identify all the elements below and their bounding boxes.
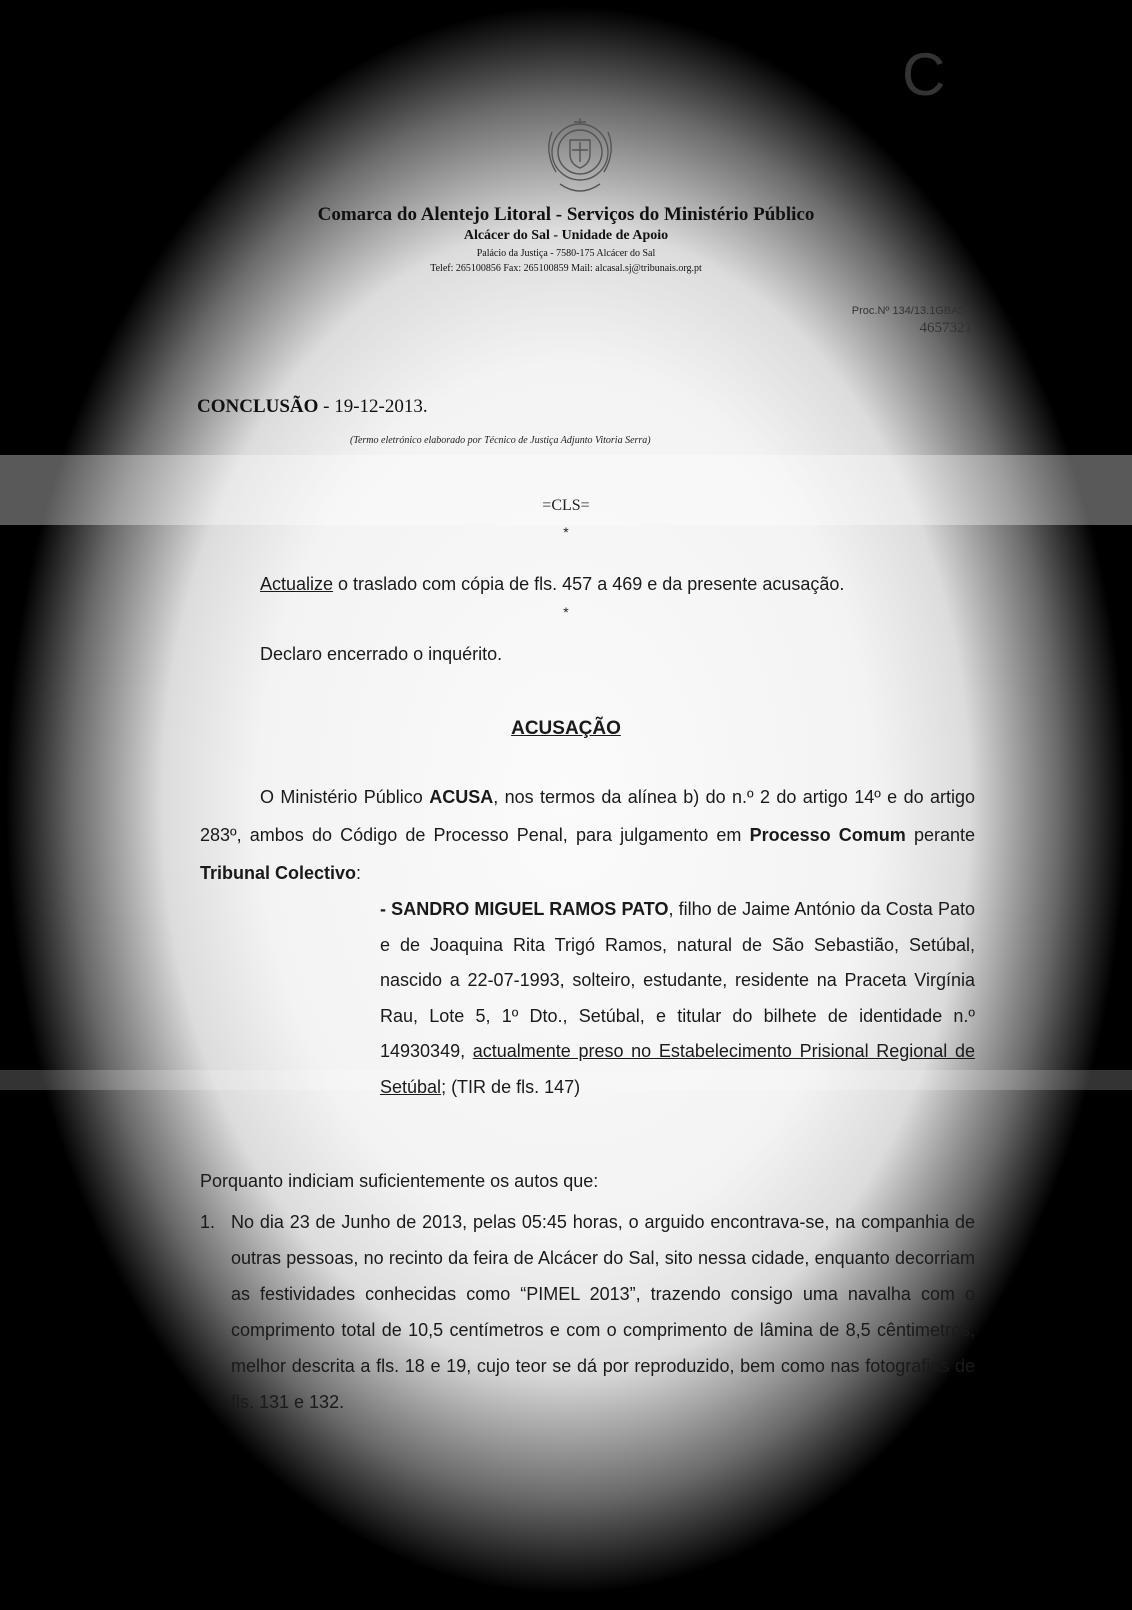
intro-acusa: ACUSA: [429, 787, 494, 807]
actualize-line: [260, 574, 844, 596]
separator-star-2: *: [563, 604, 569, 620]
list-item: [200, 1204, 975, 1420]
conclusao-line: [197, 396, 428, 418]
conclusao-label: CONCLUSÃO: [197, 396, 319, 417]
intro-text-3: perante: [905, 825, 975, 845]
actualize-rest: o traslado com cópia de fls. 457 a 469 e da presente acusação.: [333, 574, 845, 594]
header-contacts: Telef: 265100856 Fax: 265100859 Mail: alcasal.sj@tribunais.org.pt: [430, 263, 702, 274]
accused-name: - SANDRO MIGUEL RAMOS PATO: [380, 899, 669, 919]
accused-details: , filho de Jaime António da Costa Pato e de Joaquina Rita Trigó Ramos, natural de São Sebastião, Setúbal, nascido a 22-07-1993, solteiro, estudante, residente na Praceta Virgínia Rau, Lote 5, 1º Dto., Setúbal, e titular do bilhete de identidade n.º 14930349,: [380, 899, 975, 1061]
porquanto-line: Porquanto indiciam suficientemente os autos que:: [200, 1171, 599, 1191]
header-title: Comarca do Alentejo Litoral - Serviços do Ministério Público: [317, 204, 815, 225]
acusacao-title: ACUSAÇÃO: [511, 718, 621, 739]
separator-star-1: *: [563, 524, 569, 540]
intro-paragraph: [200, 778, 975, 892]
item-number: 1.: [200, 1212, 216, 1232]
accused-tail: ; (TIR de fls. 147): [441, 1076, 581, 1097]
intro-text-2: , nos termos da alínea b) do n.º 2 do artigo 14º e do artigo 283º, ambos do Código de Processo Penal, para julgamento em: [200, 787, 975, 845]
intro-processo: Processo Comum: [749, 825, 906, 845]
accused-detention: actualmente preso no Estabelecimento Prisional Regional de Setúbal: [380, 1041, 975, 1097]
intro-tribunal: Tribunal Colectivo: [200, 863, 357, 883]
coat-of-arms-emblem: [530, 112, 630, 202]
process-label: Proc.Nº 134/13.1GBASL: [851, 305, 972, 317]
declaro-line: Declaro encerrado o inquérito.: [260, 644, 503, 664]
accused-paragraph: [380, 892, 975, 1105]
corner-mark: C: [902, 41, 946, 108]
intro-text-4: :: [356, 863, 362, 883]
item-text: No dia 23 de Junho de 2013, pelas 05:45 horas, o arguido encontrava-se, na companhia de outras pessoas, no recinto da feira de Alcácer do Sal, sito nessa cidade, enquanto decorriam as festividades conhecidas como “PIMEL 2013”, trazendo consigo uma navalha com o comprimento total de 10,5 centímetros e com o comprimento de lâmina de 8,5 cêntimetros, melhor descrita a fls. 18 e 19, cujo teor se dá por reproduzido, bem como nas fotografias de fls. 131 e 132.: [231, 1212, 975, 1412]
conclusao-date: - 19-12-2013.: [318, 396, 428, 417]
header-address: Palácio da Justiça - 7580-175 Alcácer do Sal: [476, 248, 656, 259]
cls-marker: =CLS=: [542, 497, 590, 514]
termo-note: (Termo eletrónico elaborado por Técnico de Justiça Adjunto Vitoria Serra): [350, 435, 651, 446]
process-number: 4657321: [919, 320, 972, 336]
header-subtitle: Alcácer do Sal - Unidade de Apoio: [463, 228, 669, 243]
intro-text-1: O Ministério Público: [260, 787, 430, 807]
actualize-word: Actualize: [260, 574, 334, 594]
